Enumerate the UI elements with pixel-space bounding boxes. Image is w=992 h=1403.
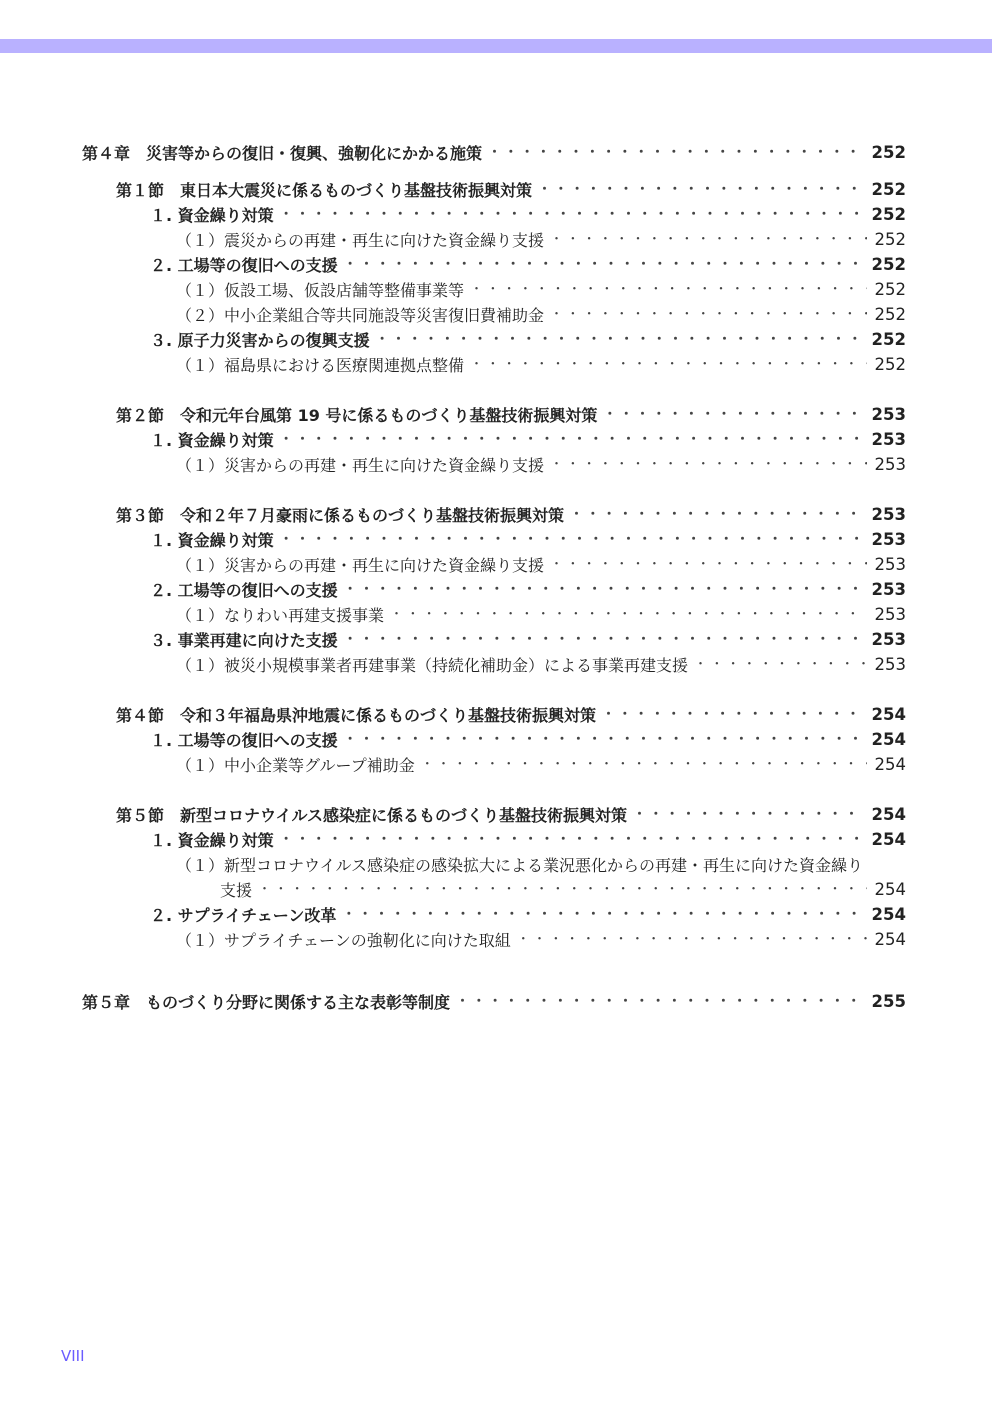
- leader-dots: [258, 877, 866, 902]
- toc-entry-title: （１）震災からの再建・再生に向けた資金繰り支援: [176, 231, 545, 250]
- toc-entry-title: （１）被災小規模事業者再建事業（持続化補助金）による事業再建支援: [176, 656, 689, 675]
- toc-page-number: 253: [871, 530, 906, 549]
- toc-entry-title: （１）福島県における医療関連拠点整備: [176, 356, 465, 375]
- leader-dots: [694, 652, 866, 677]
- toc-entry-section[interactable]: [116, 402, 906, 427]
- toc-entry-title: 第１節 東日本大震災に係るものづくり基盤技術振興対策: [116, 181, 533, 200]
- leader-dots: [602, 702, 864, 727]
- leader-dots: [390, 602, 866, 627]
- toc-page-number: 254: [874, 880, 906, 899]
- toc-entry-title: （１）新型コロナウイルス感染症の感染拡大による業況悪化からの再建・再生に向けた資金繰り: [176, 856, 864, 875]
- toc-entry-item[interactable]: [150, 827, 906, 852]
- toc-entry-subitem-line2[interactable]: [220, 877, 906, 902]
- toc-entry-subitem-line1[interactable]: [176, 852, 863, 877]
- leader-dots: [280, 527, 864, 552]
- toc-page-number: 255: [871, 992, 906, 1011]
- toc-page-number: 253: [871, 630, 906, 649]
- toc-entry-chapter[interactable]: [82, 140, 906, 165]
- leader-dots: [470, 277, 866, 302]
- toc-page-number: 254: [871, 705, 906, 724]
- toc-page-number: 252: [874, 355, 906, 374]
- toc-page-number: 253: [874, 555, 906, 574]
- toc-entry-title: 第２節 令和元年台風第 19 号に係るものづくり基盤技術振興対策: [116, 406, 598, 425]
- page-folio: VIII: [61, 1347, 85, 1365]
- toc-page-number: 254: [871, 730, 906, 749]
- leader-dots: [538, 177, 864, 202]
- toc-entry-subitem[interactable]: [176, 652, 906, 677]
- leader-dots: [344, 627, 864, 652]
- toc-entry-title: １. 工場等の復旧への支援: [150, 731, 338, 750]
- leader-dots: [488, 140, 864, 165]
- toc-entry-title: １. 資金繰り対策: [150, 206, 274, 225]
- toc-entry-title: （１）災害からの再建・再生に向けた資金繰り支援: [176, 556, 545, 575]
- leader-dots: [344, 252, 864, 277]
- leader-dots: [421, 752, 867, 777]
- toc-entry-section[interactable]: [116, 177, 906, 202]
- toc-page-number: 252: [874, 280, 906, 299]
- toc-entry-subitem[interactable]: [176, 552, 906, 577]
- leader-dots: [550, 452, 866, 477]
- toc-page-number: 252: [871, 330, 906, 349]
- toc-page-number: 254: [871, 830, 906, 849]
- toc-entry-subitem[interactable]: [176, 277, 906, 302]
- toc-entry-section[interactable]: [116, 802, 906, 827]
- leader-dots: [342, 902, 863, 927]
- toc-entry-item[interactable]: [150, 427, 906, 452]
- toc-entry-subitem[interactable]: [176, 602, 906, 627]
- toc-page-number: 253: [874, 655, 906, 674]
- leader-dots: [550, 227, 866, 252]
- toc-entry-section[interactable]: [116, 502, 906, 527]
- leader-dots: [633, 802, 864, 827]
- toc-page-number: 252: [871, 143, 906, 162]
- toc-page-number: 254: [874, 755, 906, 774]
- toc-entry-title: 支援: [220, 881, 253, 900]
- toc-page-number: 253: [871, 580, 906, 599]
- toc-entry-title: ３. 原子力災害からの復興支援: [150, 331, 370, 350]
- toc-entry-title: 第５章 ものづくり分野に関係する主な表彰等制度: [82, 993, 451, 1012]
- leader-dots: [550, 552, 866, 577]
- toc-entry-item[interactable]: [150, 202, 906, 227]
- leader-dots: [344, 727, 864, 752]
- leader-dots: [550, 302, 866, 327]
- toc-entry-title: １. 資金繰り対策: [150, 531, 274, 550]
- toc-entry-title: 第４章 災害等からの復旧・復興、強靭化にかかる施策: [82, 144, 483, 163]
- toc-entry-subitem[interactable]: [176, 302, 906, 327]
- toc-entry-title: ２. サプライチェーン改革: [150, 906, 337, 925]
- leader-dots: [570, 502, 864, 527]
- toc-page-number: 253: [871, 405, 906, 424]
- leader-dots: [280, 202, 864, 227]
- toc-page-number: 253: [871, 430, 906, 449]
- toc-entry-item[interactable]: [150, 577, 906, 602]
- toc-entry-title: ３. 事業再建に向けた支援: [150, 631, 338, 650]
- toc-entry-item[interactable]: [150, 902, 906, 927]
- toc-entry-item[interactable]: [150, 627, 906, 652]
- leader-dots: [470, 352, 866, 377]
- leader-dots: [376, 327, 864, 352]
- toc-entry-subitem[interactable]: [176, 452, 906, 477]
- toc-page-number: 254: [871, 805, 906, 824]
- leader-dots: [456, 989, 864, 1014]
- header-accent-bar: [0, 39, 992, 53]
- toc-entry-subitem[interactable]: [176, 752, 906, 777]
- toc-entry-title: １. 資金繰り対策: [150, 831, 274, 850]
- toc-entry-title: 第５節 新型コロナウイルス感染症に係るものづくり基盤技術振興対策: [116, 806, 628, 825]
- toc-entry-title: ２. 工場等の復旧への支援: [150, 581, 338, 600]
- toc-entry-item[interactable]: [150, 252, 906, 277]
- toc-entry-item[interactable]: [150, 327, 906, 352]
- toc-page-number: 253: [874, 605, 906, 624]
- toc-entry-title: 第４節 令和３年福島県沖地震に係るものづくり基盤技術振興対策: [116, 706, 597, 725]
- toc-entry-title: ２. 工場等の復旧への支援: [150, 256, 338, 275]
- leader-dots: [280, 827, 864, 852]
- toc-entry-title: （１）災害からの再建・再生に向けた資金繰り支援: [176, 456, 545, 475]
- toc-page-number: 254: [871, 905, 906, 924]
- toc-entry-subitem[interactable]: [176, 352, 906, 377]
- toc-entry-title: （１）中小企業等グループ補助金: [176, 756, 415, 775]
- toc-entry-item[interactable]: [150, 527, 906, 552]
- leader-dots: [603, 402, 863, 427]
- toc-page-number: 252: [874, 305, 906, 324]
- toc-entry-section[interactable]: [116, 702, 906, 727]
- leader-dots: [517, 927, 867, 952]
- toc-entry-title: （２）中小企業組合等共同施設等災害復旧費補助金: [176, 306, 545, 325]
- toc-page-number: 252: [871, 180, 906, 199]
- toc-entry-title: 第３節 令和２年７月豪雨に係るものづくり基盤技術振興対策: [116, 506, 565, 525]
- toc-entry-subitem[interactable]: [176, 927, 906, 952]
- toc-page-number: 253: [871, 505, 906, 524]
- leader-dots: [344, 577, 864, 602]
- toc-entry-subitem[interactable]: [176, 227, 906, 252]
- toc-page-number: 253: [874, 455, 906, 474]
- toc-entry-title: （１）なりわい再建支援事業: [176, 606, 385, 625]
- toc-entry-title: （１）サプライチェーンの強靭化に向けた取組: [176, 931, 511, 950]
- toc-entry-chapter[interactable]: [82, 989, 906, 1014]
- toc-page-number: 254: [874, 930, 906, 949]
- toc-page-number: 252: [871, 255, 906, 274]
- toc-page-number: 252: [871, 205, 906, 224]
- toc-entry-item[interactable]: [150, 727, 906, 752]
- toc-entry-title: （１）仮設工場、仮設店舗等整備事業等: [176, 281, 465, 300]
- toc-page-number: 252: [874, 230, 906, 249]
- leader-dots: [280, 427, 864, 452]
- toc-entry-title: １. 資金繰り対策: [150, 431, 274, 450]
